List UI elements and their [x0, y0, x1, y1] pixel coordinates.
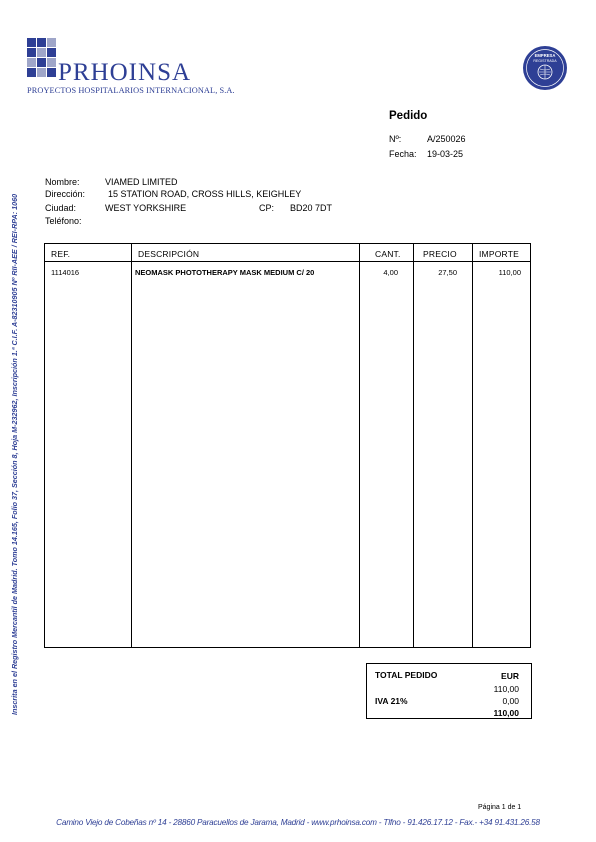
order-number-row — [389, 134, 466, 144]
customer-city-label: Ciudad: — [45, 203, 77, 213]
iva-value: 0,00 — [502, 696, 519, 706]
customer-city: WEST YORKSHIRE — [105, 203, 187, 213]
column-divider — [131, 244, 132, 647]
logo-square — [27, 68, 36, 77]
header-qty: CANT. — [375, 249, 401, 259]
order-number: A/250026 — [427, 134, 466, 144]
logo-square — [47, 58, 56, 67]
order-items-table — [44, 243, 531, 648]
seal-text-mid: REGISTRADA — [533, 59, 557, 63]
logo-square — [37, 68, 46, 77]
customer-phone-label: Teléfono: — [45, 216, 82, 226]
customer-cp-label: CP: — [259, 203, 275, 213]
document-title: Pedido — [389, 110, 428, 122]
currency: EUR — [501, 671, 519, 681]
logo-square — [37, 38, 46, 47]
logo-square — [37, 58, 46, 67]
column-divider — [359, 244, 360, 647]
row-amount: 110,00 — [498, 268, 521, 277]
total-value: 110,00 — [493, 708, 519, 718]
logo-square — [37, 48, 46, 57]
order-date-label: Fecha: — [389, 149, 417, 159]
registered-company-seal-icon — [522, 45, 568, 91]
company-name: PRHOINSA — [58, 59, 192, 86]
company-footer: Camino Viejo de Cobeñas nº 14 - 28860 Paracuellos de Jarama, Madrid - www.prhoinsa.com - Tlfno - 91.426.17.12 - Fax.- +34 91.431.26.58 — [56, 818, 540, 827]
logo-square — [47, 68, 56, 77]
column-divider — [413, 244, 414, 647]
row-ref: 1114016 — [51, 268, 80, 277]
header-amount: IMPORTE — [479, 249, 519, 259]
row-price: 27,50 — [438, 268, 457, 277]
seal-text-top: EMPRESA — [534, 53, 556, 58]
logo-square — [47, 48, 56, 57]
header-price: PRECIO — [423, 249, 457, 259]
header-description: DESCRIPCIÓN — [138, 249, 200, 259]
table-header-divider — [45, 261, 530, 262]
logo-square — [27, 48, 36, 57]
registry-text: Inscrita en el Registro Mercantil de Madrid. Tomo 14.165, Folio 37, Sección 8, Hoja M-232962, Inscripción 1.ª C.I.F. A-82310905 Nº RII-AEE / REI-RPA: 1060 — [10, 193, 19, 715]
order-date: 19-03-25 — [427, 149, 464, 159]
total-label: TOTAL PEDIDO — [375, 670, 438, 680]
customer-name: VIAMED LIMITED — [105, 177, 178, 187]
company-logo — [27, 38, 57, 82]
page-number: Página 1 de 1 — [478, 804, 522, 811]
order-number-label: Nº: — [389, 134, 402, 144]
customer-address: 15 STATION ROAD, CROSS HILLS, KEIGHLEY — [108, 189, 302, 199]
order-date-row — [389, 149, 463, 159]
company-subtitle: PROYECTOS HOSPITALARIOS INTERNACIONAL, S.A. — [27, 86, 235, 95]
totals-box — [366, 663, 532, 719]
customer-address-label: Dirección: — [45, 189, 86, 199]
logo-square — [27, 38, 36, 47]
customer-name-label: Nombre: — [45, 177, 80, 187]
header-ref: REF. — [51, 249, 71, 259]
subtotal-value: 110,00 — [493, 684, 519, 694]
row-description: NEOMASK PHOTOTHERAPY MASK MEDIUM C/ 20 — [135, 268, 315, 277]
iva-label: IVA 21% — [375, 696, 408, 706]
column-divider — [472, 244, 473, 647]
row-qty: 4,00 — [383, 268, 398, 277]
customer-cp: BD20 7DT — [290, 203, 333, 213]
logo-square — [47, 38, 56, 47]
logo-square — [27, 58, 36, 67]
